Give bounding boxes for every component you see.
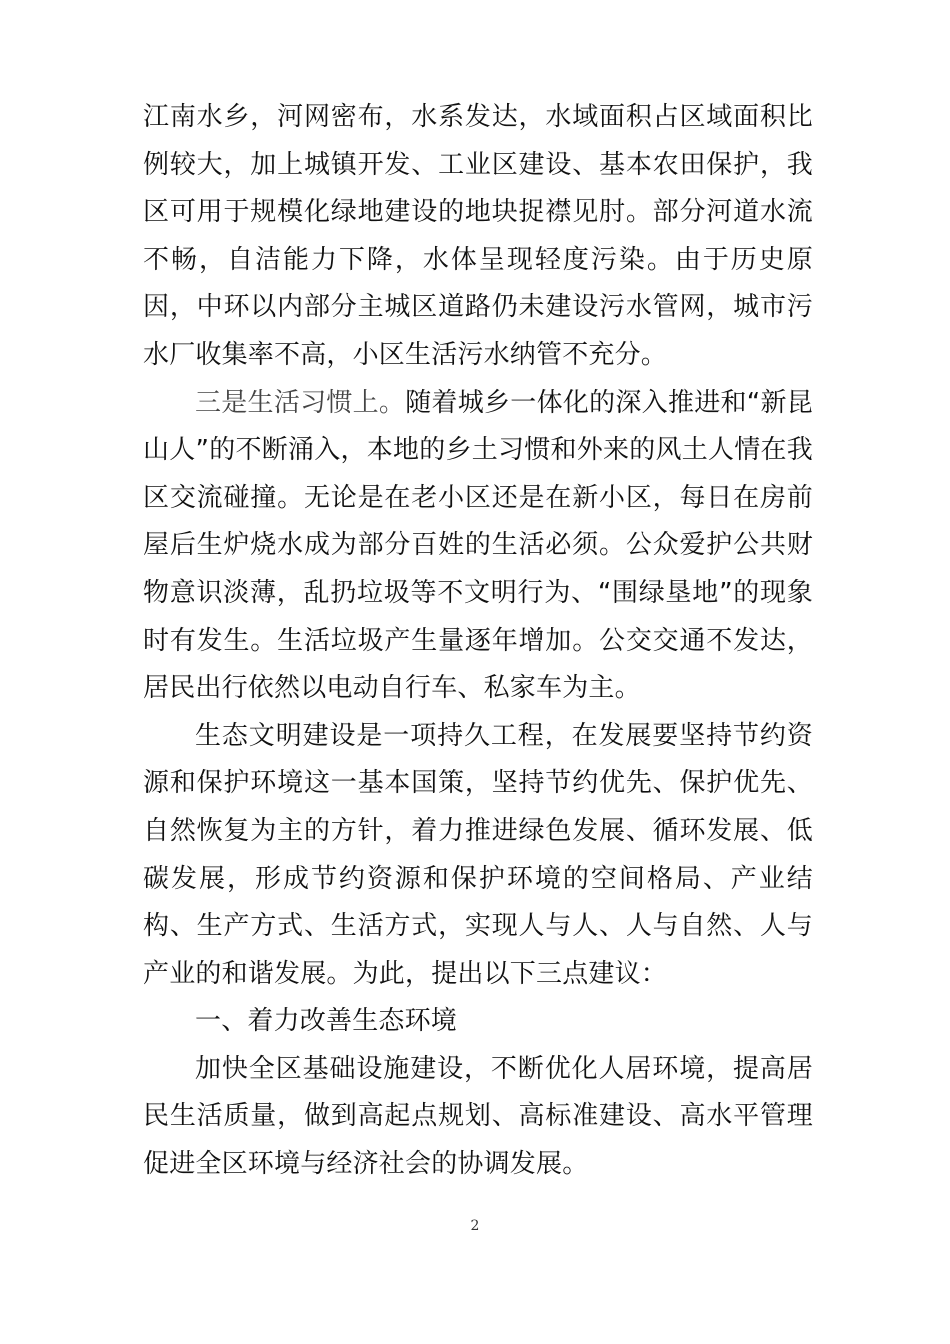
paragraph-2-lead: 三是生活习惯上。 — [195, 387, 406, 418]
paragraph-5 — [143, 1046, 813, 1189]
body-text — [143, 94, 813, 1189]
paragraph-1 — [143, 94, 813, 380]
paragraph-3 — [143, 713, 813, 999]
paragraph-1-text: 江南水乡，河网密布，水系发达，水域面积占区域面积比例较大，加上城镇开发、工业区建设、基本农田保护，我区可用于规模化绿地建设的地块捉襟见肘。部分河道水流不畅，自洁能力下降，水体呈现轻度污染。由于历史原因，中环以内部分主城区道路仍未建设污水管网，城市污水厂收集率不高，小区生活污水纳管不充分。 — [143, 102, 813, 370]
section-heading — [143, 998, 813, 1046]
paragraph-3-text: 生态文明建设是一项持久工程，在发展要坚持节约资源和保护环境这一基本国策，坚持节约优先、保护优先、自然恢复为主的方针，着力推进绿色发展、循环发展、低碳发展，形成节约资源和保护环境的空间格局、产业结构、生产方式、生活方式，实现人与人、人与自然、人与产业的和谐发展。为此，提出以下三点建议： — [143, 720, 813, 989]
paragraph-2 — [143, 380, 813, 713]
paragraph-2-text: 随着城乡一体化的深入推进和“新昆山人”的不断涌入，本地的乡土习惯和外来的风土人情在我区交流碰撞。无论是在老小区还是在新小区，每日在房前屋后生炉烧水成为部分百姓的生活必须。公众爱护公共财物意识淡薄，乱扔垃圾等不文明行为、“围绿垦地”的现象时有发生。生活垃圾产生量逐年增加。公交交通不发达，居民出行依然以电动自行车、私家车为主。 — [143, 387, 813, 704]
page-number: 2 — [470, 1218, 480, 1234]
paragraph-5-text: 加快全区基础设施建设，不断优化人居环境，提高居民生活质量，做到高起点规划、高标准建设、高水平管理促进全区环境与经济社会的协调发展。 — [143, 1053, 813, 1180]
section-heading-text: 一、着力改善生态环境 — [195, 1006, 458, 1037]
